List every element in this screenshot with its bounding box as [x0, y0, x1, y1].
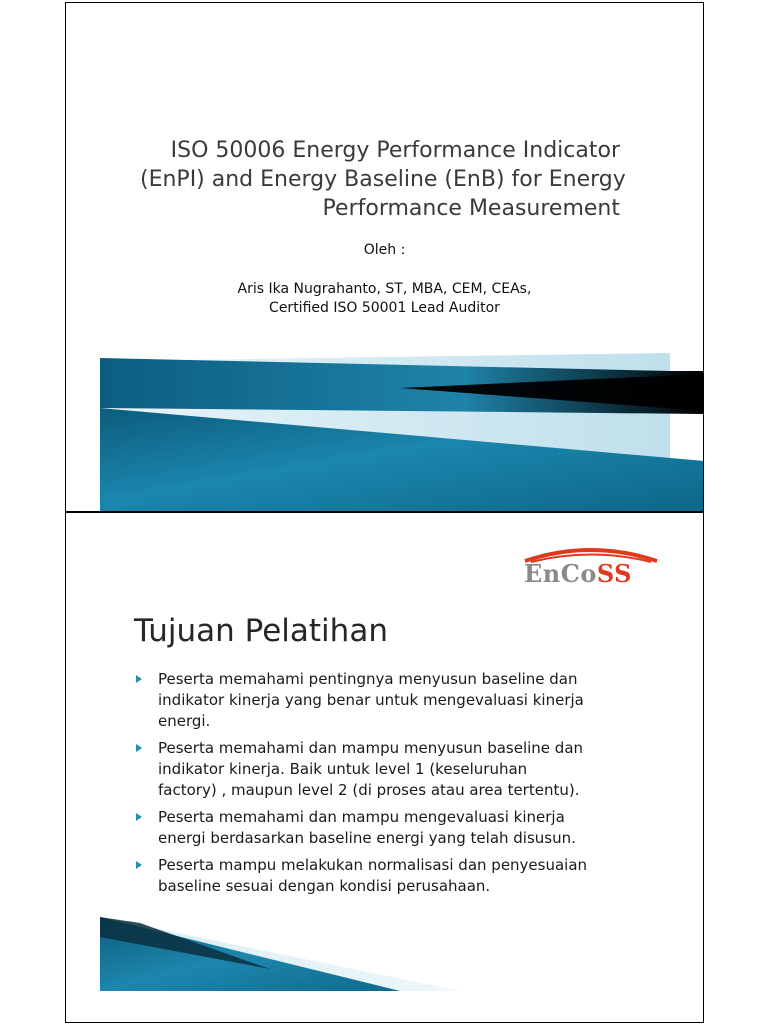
presenter-name: Aris Ika Nugrahanto, ST, MBA, CEM, CEAs, — [237, 281, 532, 297]
title-line: ISO 50006 Energy Performance Indicator — [170, 138, 620, 163]
triangle-bullet-icon — [136, 813, 142, 821]
logo-text — [524, 559, 632, 588]
presenter-block — [66, 241, 703, 318]
bullet-item — [136, 669, 656, 732]
bullet-line: indikator kinerja yang benar untuk mengevaluasi kinerja — [158, 691, 584, 709]
bullet-line: indikator kinerja. Baik untuk level 1 (keseluruhan — [158, 760, 528, 778]
presenter-label: Oleh : — [363, 242, 406, 258]
slide-title — [140, 136, 626, 223]
bullet-line: Peserta memahami dan mampu mengevaluasi kinerja — [158, 808, 565, 826]
bullet-item — [136, 807, 656, 849]
bullet-line: factory) , maupun level 2 (di proses atau area tertentu). — [158, 781, 580, 799]
bullet-line: Peserta mampu melakukan normalisasi dan penyesuaian — [158, 856, 588, 874]
triangle-bullet-icon — [136, 675, 142, 683]
bullet-line: Peserta memahami dan mampu menyusun baseline dan — [158, 739, 584, 757]
logo-text-ss: SS — [596, 559, 632, 588]
encoss-logo — [521, 545, 661, 587]
title-line: (EnPI) and Energy Baseline (EnB) for Energy — [140, 167, 626, 192]
bullet-line: baseline sesuai dengan kondisi perusahaan. — [158, 877, 491, 895]
slide-2 — [65, 512, 704, 1023]
bullet-line: Peserta memahami pentingnya menyusun baseline dan — [158, 670, 578, 688]
slide-1 — [65, 2, 704, 512]
decorative-band-shadow — [100, 358, 704, 414]
bullet-list — [136, 669, 656, 903]
presenter-credential: Certified ISO 50001 Lead Auditor — [269, 300, 500, 316]
title-line: Performance Measurement — [322, 196, 620, 221]
logo-text-enco: EnCo — [524, 559, 597, 588]
decorative-band-dark — [100, 408, 704, 512]
bullet-line: energi. — [158, 712, 211, 730]
triangle-bullet-icon — [136, 861, 142, 869]
slide-heading: Tujuan Pelatihan — [134, 613, 388, 649]
decorative-corner-band — [100, 917, 460, 991]
triangle-bullet-icon — [136, 744, 142, 752]
bullet-item — [136, 855, 656, 897]
bullet-line: energi berdasarkan baseline energi yang telah disusun. — [158, 829, 576, 847]
bullet-item — [136, 738, 656, 801]
